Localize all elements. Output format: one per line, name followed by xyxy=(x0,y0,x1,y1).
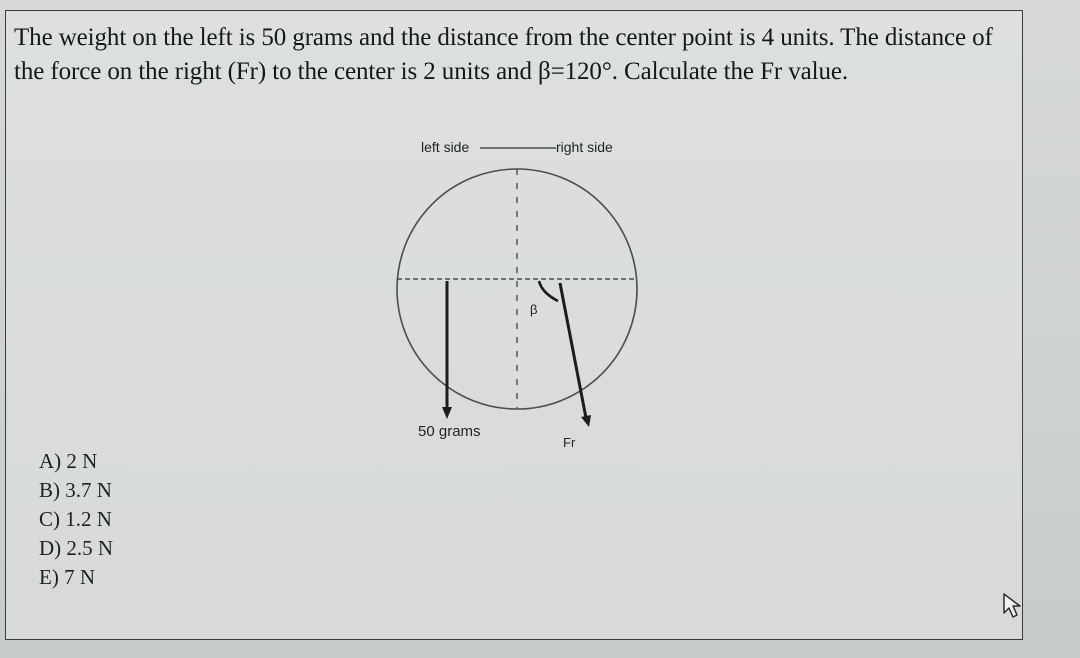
beta-label: β xyxy=(530,302,538,317)
choice-b-letter: B) xyxy=(39,478,60,502)
choice-c[interactable] xyxy=(39,505,113,534)
choice-a-letter: A) xyxy=(39,449,62,473)
choice-b[interactable] xyxy=(39,476,113,505)
choice-b-text: 3.7 N xyxy=(65,478,112,502)
weight-label: 50 grams xyxy=(418,423,481,440)
force-arrow-head xyxy=(581,415,591,427)
hand-pointer-icon xyxy=(1001,591,1027,619)
lever-circle xyxy=(397,169,637,409)
force-label: Fr xyxy=(563,435,576,450)
choice-e-text: 7 N xyxy=(64,565,95,589)
weight-arrow-head xyxy=(442,407,452,419)
question-text: The weight on the left is 50 grams and the distance from the center point is 4 units. The distance of the force on the right (Fr) to the center is 2 units and β=120°. Calculate the Fr value. xyxy=(14,24,993,85)
answer-choices xyxy=(39,447,113,592)
lever-diagram-svg xyxy=(384,121,654,451)
choice-c-text: 1.2 N xyxy=(65,507,112,531)
choice-d-text: 2.5 N xyxy=(66,536,114,560)
choice-e[interactable] xyxy=(39,563,113,592)
beta-arc xyxy=(539,281,558,301)
question-card xyxy=(5,10,1023,640)
right-side-label: right side xyxy=(556,139,613,155)
left-side-label: left side xyxy=(421,139,470,155)
choice-a-text: 2 N xyxy=(66,449,98,473)
force-arrow-line xyxy=(560,283,586,418)
choice-d-letter: D) xyxy=(39,536,62,560)
lever-diagram xyxy=(384,121,654,451)
choice-c-letter: C) xyxy=(39,507,60,531)
choice-e-letter: E) xyxy=(39,565,59,589)
choice-d[interactable] xyxy=(39,534,113,563)
choice-a[interactable] xyxy=(39,447,113,476)
